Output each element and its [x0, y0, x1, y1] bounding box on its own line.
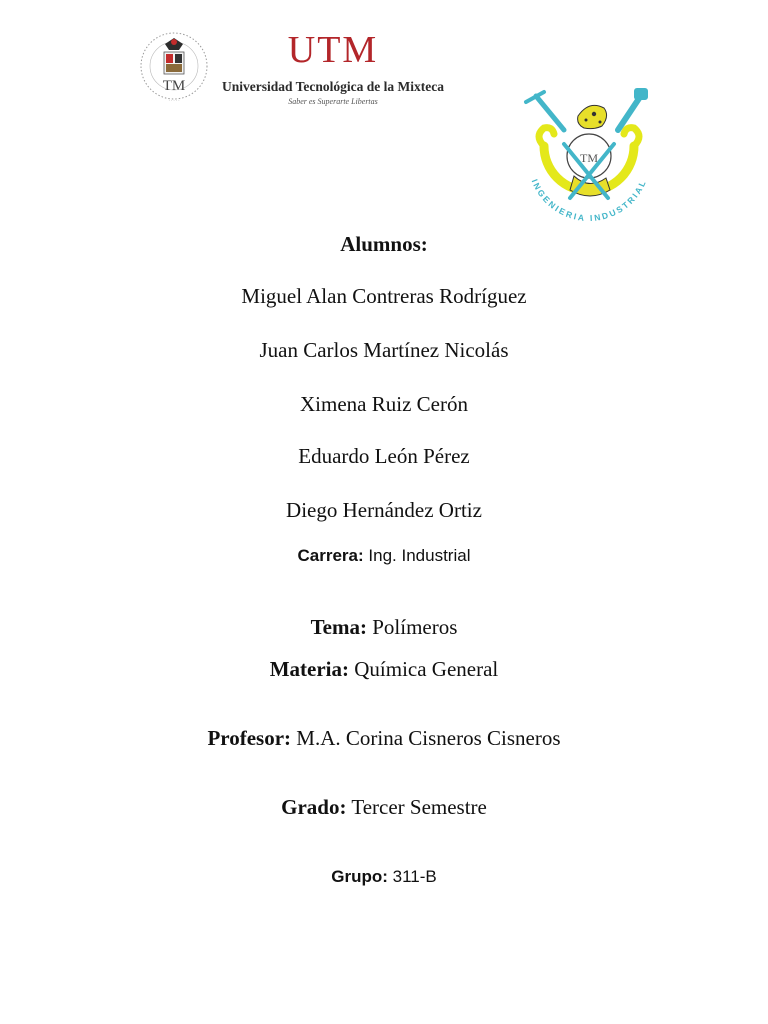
carrera-label: Carrera:	[297, 546, 364, 565]
materia-label: Materia:	[269, 657, 349, 681]
svg-text:TM: TM	[162, 78, 186, 94]
materia-line	[0, 657, 768, 682]
grupo-value: 311-B	[392, 867, 437, 886]
utm-wordmark	[218, 30, 448, 114]
grado-label: Grado:	[281, 795, 347, 819]
student-name: Juan Carlos Martínez Nicolás	[259, 338, 509, 362]
profesor-value: M.A. Corina Cisneros Cisneros	[296, 726, 561, 750]
grado-line	[0, 795, 768, 820]
students-heading: Alumnos:	[340, 232, 428, 256]
tema-value: Polímeros	[372, 615, 458, 639]
university-motto: Saber es Superarte Libertas	[288, 97, 378, 106]
grado-value: Tercer Semestre	[351, 795, 487, 819]
tema-label: Tema:	[310, 615, 367, 639]
carrera-value: Ing. Industrial	[368, 546, 471, 565]
profesor-line	[0, 726, 768, 751]
student-name: Eduardo León Pérez	[298, 444, 470, 468]
student-name: Diego Hernández Ortiz	[286, 498, 482, 522]
utm-seal-logo	[138, 28, 210, 106]
svg-text:· · · · ·: · · · · ·	[168, 98, 180, 103]
svg-text:TM: TM	[580, 151, 598, 165]
svg-text:INGENIERIA INDUSTRIAL: INGENIERIA INDUSTRIAL	[529, 177, 649, 224]
grupo-label: Grupo:	[331, 867, 388, 886]
profesor-label: Profesor:	[207, 726, 292, 750]
student-name: Miguel Alan Contreras Rodríguez	[241, 284, 527, 308]
student-name: Ximena Ruiz Cerón	[300, 392, 468, 416]
utm-acronym: UTM	[287, 29, 379, 71]
materia-value: Química General	[354, 657, 499, 681]
university-name: Universidad Tecnológica de la Mixteca	[222, 79, 444, 94]
industrial-engineering-logo	[514, 86, 664, 226]
tema-line	[0, 615, 768, 640]
grupo-line	[0, 867, 768, 887]
carrera-line	[0, 546, 768, 566]
